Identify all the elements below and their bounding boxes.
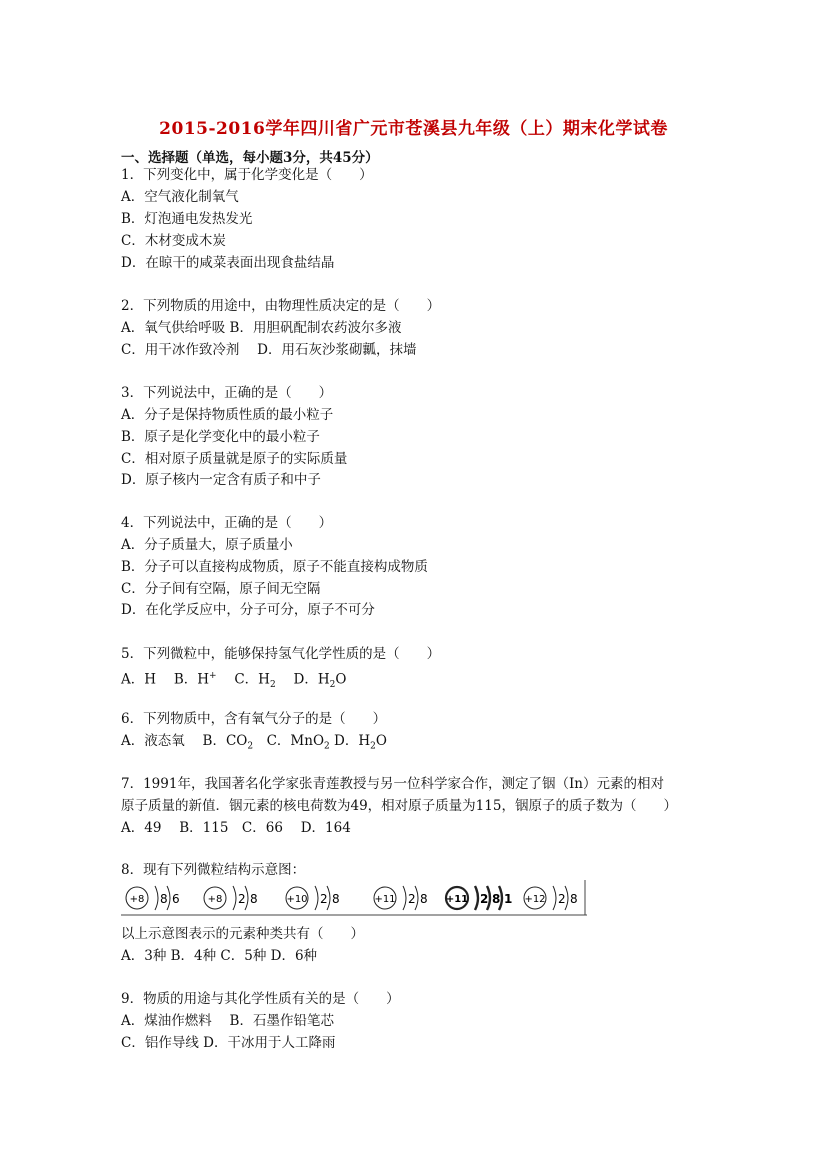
electron-count: 8 xyxy=(250,892,258,906)
question-1-option-a: A．空气液化制氧气 xyxy=(121,189,239,205)
electron-count: 8 xyxy=(492,892,501,906)
electron-count: 1 xyxy=(504,892,513,906)
electron-count: 6 xyxy=(172,892,180,906)
electron-count: 2 xyxy=(408,892,416,906)
question-3-option-d: D．原子核内一定含有质子和中子 xyxy=(121,472,321,488)
electron-count: 2 xyxy=(238,892,246,906)
question-2-stem: 2．下列物质的用途中，由物理性质决定的是（ ） xyxy=(121,298,441,314)
nucleus-charge: +8 xyxy=(207,894,223,905)
question-3-stem: 3．下列说法中，正确的是（ ） xyxy=(121,385,333,401)
question-4-option-d: D．在化学反应中，分子可分，原子不可分 xyxy=(121,602,375,618)
nucleus-charge: +12 xyxy=(524,894,546,905)
atom-diagram-6 xyxy=(524,886,578,910)
nucleus-charge: +11 xyxy=(374,894,396,905)
section-header: 一、选择题（单选，每小题3分，共45分） xyxy=(121,150,379,166)
atom-diagram-4 xyxy=(374,886,428,910)
electron-count: 2 xyxy=(558,892,566,906)
nucleus-charge: +8 xyxy=(129,894,145,905)
electron-count: 2 xyxy=(480,892,489,906)
question-5-stem: 5．下列微粒中，能够保持氢气化学性质的是（ ） xyxy=(121,646,441,662)
question-2-options-cd: C．用干冰作致冷剂 D．用石灰沙浆砌瓤，抹墙 xyxy=(121,342,417,358)
electron-count: 8 xyxy=(332,892,340,906)
electron-count: 2 xyxy=(320,892,328,906)
question-3-option-a: A．分子是保持物质性质的最小粒子 xyxy=(121,407,334,423)
question-5-options: A．H B．H+ C．$H_2$ D．$H_2O$ xyxy=(121,671,347,691)
question-1-option-b: B．灯泡通电发热发光 xyxy=(121,211,253,227)
electron-shell-arc xyxy=(553,886,556,910)
atom-diagram-1 xyxy=(126,886,180,910)
question-7-options: A．49 B．115 C．66 D．164 xyxy=(121,820,351,836)
question-6-stem: 6．下列物质中，含有氧气分子的是（ ） xyxy=(121,711,387,727)
question-2-options-ab: A．氧气供给呼吸 B．用胆矾配制农药波尔多液 xyxy=(121,320,402,336)
electron-shell-arc xyxy=(403,886,406,910)
electron-count: 8 xyxy=(420,892,428,906)
atomic-structure-svg xyxy=(121,880,587,916)
nucleus-charge: +10 xyxy=(286,894,308,905)
question-4-option-a: A．分子质量大，原子质量小 xyxy=(121,537,293,553)
question-4-option-c: C．分子间有空隔，原子间无空隔 xyxy=(121,581,321,597)
question-1-stem: 1．下列变化中，属于化学变化是（ ） xyxy=(121,167,373,183)
question-8-options: A．3种 B．4种 C．5种 D．6种 xyxy=(121,948,318,964)
question-9-stem: 9．物质的用途与其化学性质有关的是（ ） xyxy=(121,991,400,1007)
question-7-stem-line-2: 原子质量的新值．铟元素的核电荷数为49，相对原子质量为115，铟原子的质子数为（ ） xyxy=(121,798,677,814)
electron-shell-arc xyxy=(233,886,236,910)
question-4-option-b: B．分子可以直接构成物质，原子不能直接构成物质 xyxy=(121,559,428,575)
question-3-option-c: C．相对原子质量就是原子的实际质量 xyxy=(121,451,348,467)
atom-diagram-5 xyxy=(446,886,513,910)
question-8-followup: 以上示意图表示的元素种类共有（ ） xyxy=(121,926,364,942)
question-1-option-d: D．在晾干的咸菜表面出现食盐结晶 xyxy=(121,255,335,271)
question-7-stem-line-1: 7．1991年，我国著名化学家张青莲教授与另一位科学家合作，测定了铟（In）元素的相对 xyxy=(121,776,664,792)
question-8-stem: 8．现有下列微粒结构示意图： xyxy=(121,862,306,878)
electron-shell-arc xyxy=(155,886,158,910)
electron-shell-arc xyxy=(315,886,318,910)
question-6-options: A．液态氧 B．$CO_2$ C．MnO$_2$ D．$H_2O$ xyxy=(121,733,387,752)
document-title: 2015-2016学年四川省广元市苍溪县九年级（上）期末化学试卷 xyxy=(159,119,668,139)
electron-count: 8 xyxy=(570,892,578,906)
question-1-option-c: C．木材变成木炭 xyxy=(121,233,226,249)
atom-diagram-3 xyxy=(286,886,340,910)
question-4-stem: 4．下列说法中，正确的是（ ） xyxy=(121,515,333,531)
question-9-options-cd: C．铝作导线 D．干冰用于人工降雨 xyxy=(121,1035,336,1051)
atomic-structure-diagram xyxy=(121,880,587,916)
electron-shell-arc xyxy=(475,886,478,910)
atom-diagram-2 xyxy=(204,886,258,910)
electron-count: 8 xyxy=(160,892,168,906)
question-9-options-ab: A．煤油作燃料 B．石墨作铅笔芯 xyxy=(121,1013,334,1029)
nucleus-charge: +11 xyxy=(445,894,469,905)
question-3-option-b: B．原子是化学变化中的最小粒子 xyxy=(121,429,320,445)
